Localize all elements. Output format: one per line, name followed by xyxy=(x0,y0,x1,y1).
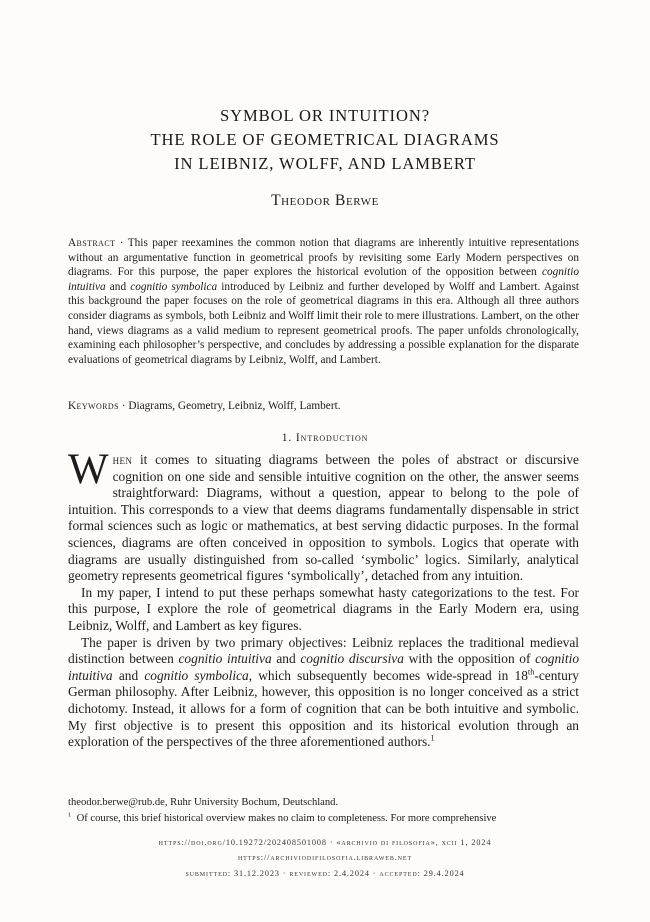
title-line-1: SYMBOL OR INTUITION? xyxy=(219,106,431,125)
p3-text-4: and xyxy=(112,667,145,683)
paragraph-2: In my paper, I intend to put these perhaps somewhat hasty categorizations to the test. For this purpose, I explore the role of geometrical diagrams in the Early Modern era, using Leibniz, Wolff, and Lambert as key figures. xyxy=(68,584,579,633)
author-name: Theodor Berwe xyxy=(271,192,379,209)
abstract-text-2: and xyxy=(105,280,131,293)
title-line-2: THE ROLE OF GEOMETRICAL DIAGRAMS xyxy=(150,130,500,149)
abstract-label: Abstract xyxy=(68,237,116,249)
abstract-separator: · xyxy=(115,237,128,249)
p3-italic-1: cognitio intuitiva xyxy=(178,651,272,667)
footnote-ref-1[interactable]: 1 xyxy=(430,733,435,743)
paragraph-1-text: it comes to situating diagrams between the poles of abstract or discursive cognition on one side and sensible intuitive cognition on the other, the answer seems straightforward: Diagrams, without a question, appear to belong to the pole of intuition. This corresponds to a view that deems diagrams fundamentally dispensable in strict formal sciences such as logic or mathematics, at best serving didactic purposes. In the formal sciences, diagrams are often conceived in opposition to symbols. Logics that operate with diagrams are usually distinguished from so-called ‘symbolic’ logics. Similarly, analytical geometry represents geometrical figures ‘symbolically’, detached from any intuition. xyxy=(68,452,579,584)
paragraph-1 xyxy=(68,446,579,585)
p3-italic-2: cognitio discursiva xyxy=(300,651,404,667)
abstract-italic-2: cognitio symbolica xyxy=(130,280,218,293)
affiliation-note: theodor.berwe@rub.de, Ruhr University Bochum, Deutschland. xyxy=(68,797,339,808)
keywords-separator: · xyxy=(118,400,129,412)
title-line-3: IN LEIBNIZ, WOLFF, AND LAMBERT xyxy=(174,154,476,173)
section-title: Introduction xyxy=(295,432,369,444)
footnotes xyxy=(68,795,579,826)
paper-title xyxy=(0,104,650,176)
abstract xyxy=(68,236,579,367)
p3-text-3: with the opposition of xyxy=(403,651,536,667)
paragraph-3 xyxy=(68,635,579,751)
p3-italic-3: cognitio intuitiva xyxy=(68,651,580,683)
footnote-1 xyxy=(68,811,579,827)
p3-italic-4: cognitio symbolica xyxy=(144,667,249,683)
keywords-text: Diagrams, Geometry, Leibniz, Wolff, Lambert. xyxy=(128,400,341,412)
abstract-italic-1: cognitio intuitiva xyxy=(68,266,579,293)
drop-cap: W xyxy=(68,446,109,493)
p3-superscript-th: th xyxy=(527,667,535,677)
body-text xyxy=(68,446,580,751)
keywords-label: Keywords xyxy=(68,400,119,412)
lead-in-smallcaps: hen xyxy=(112,452,133,467)
p3-text-6: -century German philosophy. After Leibniz, however, this opposition is no longer conceived as a strict dichotomy. Instead, it allows for a form of cognition that can be both intuitive and symbolic. My first objective is to present this opposition and its historical evolution through an exploration of the perspectives of the three aforementioned authors. xyxy=(68,667,580,750)
section-number: 1. xyxy=(281,432,293,444)
keywords xyxy=(68,399,579,414)
footer-dates-line: submitted: 31.12.2023 · reviewed: 2.4.2024 · accepted: 29.4.2024 xyxy=(185,869,465,878)
p3-text-2: and xyxy=(271,651,301,667)
p3-text-1: The paper is driven by two primary objectives: Leibniz replaces the traditional medieval distinction between xyxy=(68,634,579,667)
abstract-text-1: This paper reexamines the common notion that diagrams are inherently intuitive representations without an argumentative function in geometrical proofs by revisiting some Early Modern perspectives on diagrams. For this purpose, the paper explores the historical evolution of the opposition between xyxy=(68,237,579,279)
footer-website-line[interactable]: https://archiviodifilosofia.libraweb.net xyxy=(237,853,413,862)
footnote-1-mark: 1 xyxy=(68,810,72,818)
section-heading xyxy=(0,432,650,444)
p3-text-5: , which subsequently becomes wide-spread in 18 xyxy=(248,667,528,683)
footer-doi-line[interactable]: https://doi.org/10.19272/202408501008 · «archivio di filosofia», xcii 1, 2024 xyxy=(158,838,492,847)
abstract-text-3: introduced by Leibniz and further developed by Wolff and Lambert. Against this background the paper focuses on the role of geometrical diagrams in this era. Although all three authors consider diagrams as symbols, both Leibniz and Wolff limit their role to mere illustrations. Lambert, on the other hand, views diagrams as a valid medium to represent geometrical proofs. The paper unfolds chronologically, examining each philosopher’s perspective, and concludes by addressing a possible explanation for the disparate evaluations of geometrical diagrams by Leibniz, Wolff, and Lambert. xyxy=(68,280,579,366)
footnote-1-text: Of course, this brief historical overview makes no claim to completeness. For more comprehensive xyxy=(76,812,497,824)
